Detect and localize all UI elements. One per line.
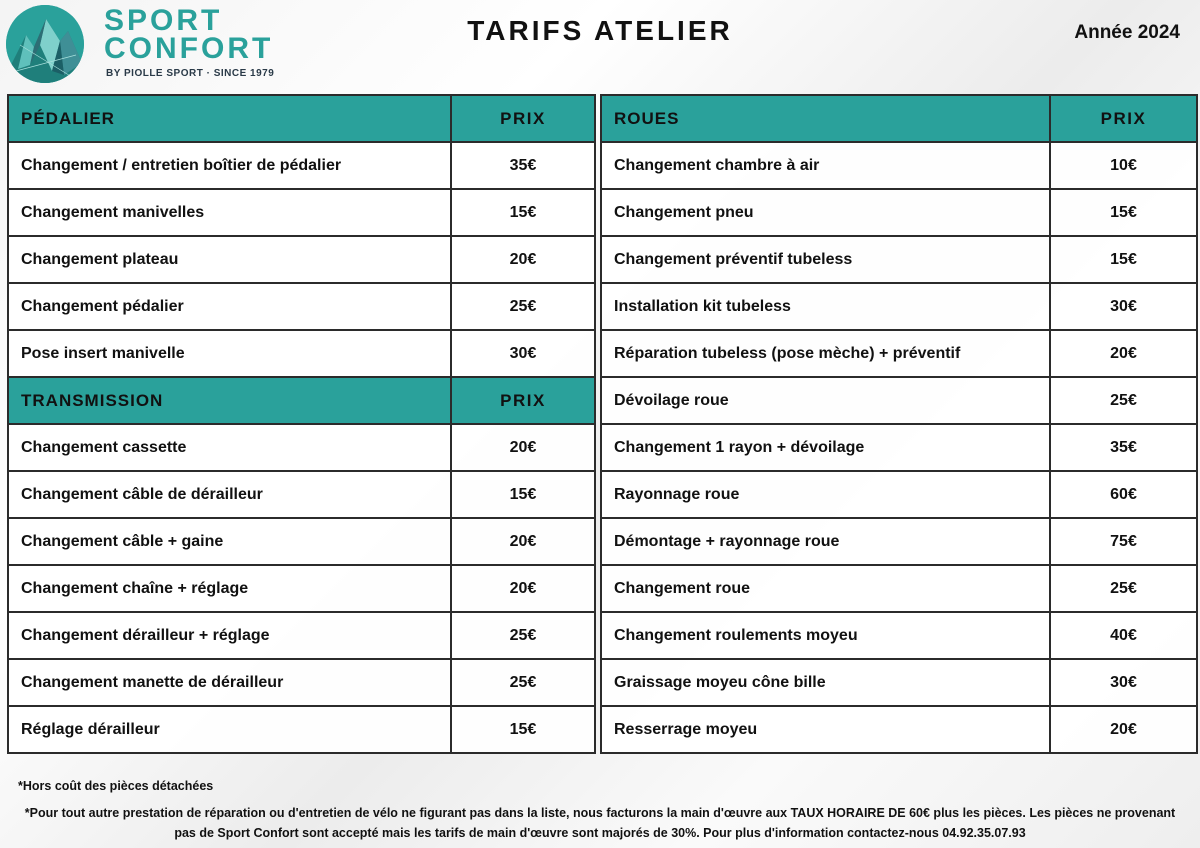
footnote-hourly-rate: *Pour tout autre prestation de réparation ou d'entretien de vélo ne figurant pas dans la liste, nous facturons la main d'œuvre aux TAUX HORAIRE DE 60€ plus les pièces. Les pièces ne provenant pas de Sport Confort sont accepté mais les tarifs de main d'œuvre sont majorés de 30%. Pour plus d'information contactez-nous 04.92.35.07.93 xyxy=(24,806,1176,840)
service-price: 30€ xyxy=(1050,283,1197,330)
service-price: 25€ xyxy=(451,283,595,330)
service-label: Changement roue xyxy=(601,565,1050,612)
service-label: Changement dérailleur + réglage xyxy=(8,612,451,659)
service-price: 10€ xyxy=(1050,142,1197,189)
table-row xyxy=(8,236,595,283)
service-label: Dévoilage roue xyxy=(601,377,1050,424)
service-label: Démontage + rayonnage roue xyxy=(601,518,1050,565)
table-row xyxy=(8,518,595,565)
service-price: 40€ xyxy=(1050,612,1197,659)
service-label: Changement cassette xyxy=(8,424,451,471)
table-row xyxy=(8,330,595,377)
table-row xyxy=(8,706,595,753)
service-label: Pose insert manivelle xyxy=(8,330,451,377)
roues-header: ROUES xyxy=(601,95,1050,142)
service-price: 25€ xyxy=(1050,377,1197,424)
service-price: 20€ xyxy=(1050,330,1197,377)
table-row xyxy=(8,471,595,518)
service-label: Changement 1 rayon + dévoilage xyxy=(601,424,1050,471)
table-row xyxy=(8,424,595,471)
service-label: Changement manivelles xyxy=(8,189,451,236)
service-label: Changement pédalier xyxy=(8,283,451,330)
service-price: 25€ xyxy=(451,659,595,706)
service-label: Changement plateau xyxy=(8,236,451,283)
service-label: Graissage moyeu cône bille xyxy=(601,659,1050,706)
service-price: 35€ xyxy=(451,142,595,189)
service-label: Changement câble de dérailleur xyxy=(8,471,451,518)
service-label: Réparation tubeless (pose mèche) + préventif xyxy=(601,330,1050,377)
service-price: 20€ xyxy=(451,518,595,565)
service-price: 15€ xyxy=(451,189,595,236)
roues-header-row xyxy=(601,95,1197,142)
service-label: Changement roulements moyeu xyxy=(601,612,1050,659)
pedalier-price-header: PRIX xyxy=(451,95,595,142)
service-label: Changement pneu xyxy=(601,189,1050,236)
service-price: 35€ xyxy=(1050,424,1197,471)
footnote-parts: *Hors coût des pièces détachées xyxy=(18,779,214,793)
table-row xyxy=(8,659,595,706)
page-header xyxy=(0,0,1200,90)
service-label: Changement préventif tubeless xyxy=(601,236,1050,283)
service-price: 30€ xyxy=(451,330,595,377)
service-price: 25€ xyxy=(1050,565,1197,612)
year-label: Année 2024 xyxy=(1074,22,1180,43)
table-row xyxy=(601,236,1197,283)
service-label: Resserrage moyeu xyxy=(601,706,1050,753)
roues-price-header: PRIX xyxy=(1050,95,1197,142)
page-title: TARIFS ATELIER xyxy=(467,15,733,46)
left-price-table xyxy=(7,94,596,754)
table-row xyxy=(601,424,1197,471)
transmission-price-header: PRIX xyxy=(451,377,595,424)
table-row xyxy=(601,659,1197,706)
brand-name-line2: CONFORT xyxy=(104,32,274,65)
service-price: 15€ xyxy=(1050,189,1197,236)
table-row xyxy=(601,471,1197,518)
transmission-header: TRANSMISSION xyxy=(8,377,451,424)
table-row xyxy=(601,330,1197,377)
footnotes xyxy=(18,776,1182,843)
service-price: 20€ xyxy=(451,424,595,471)
service-label: Changement chaîne + réglage xyxy=(8,565,451,612)
table-row xyxy=(601,518,1197,565)
table-row xyxy=(601,706,1197,753)
pedalier-header: PÉDALIER xyxy=(8,95,451,142)
table-row xyxy=(601,565,1197,612)
service-label: Changement manette de dérailleur xyxy=(8,659,451,706)
service-price: 20€ xyxy=(451,236,595,283)
brand-tagline: BY PIOLLE SPORT · SINCE 1979 xyxy=(106,68,275,79)
service-price: 15€ xyxy=(451,471,595,518)
service-label: Changement câble + gaine xyxy=(8,518,451,565)
table-row xyxy=(601,142,1197,189)
table-row xyxy=(8,189,595,236)
transmission-header-row xyxy=(8,377,595,424)
service-label: Installation kit tubeless xyxy=(601,283,1050,330)
service-label: Changement / entretien boîtier de pédalier xyxy=(8,142,451,189)
service-price: 15€ xyxy=(1050,236,1197,283)
service-price: 15€ xyxy=(451,706,595,753)
service-label: Réglage dérailleur xyxy=(8,706,451,753)
service-price: 75€ xyxy=(1050,518,1197,565)
service-price: 20€ xyxy=(1050,706,1197,753)
table-row xyxy=(601,283,1197,330)
table-row xyxy=(8,565,595,612)
service-label: Rayonnage roue xyxy=(601,471,1050,518)
table-row xyxy=(601,377,1197,424)
table-row xyxy=(8,283,595,330)
table-row xyxy=(601,612,1197,659)
table-row xyxy=(8,612,595,659)
table-row xyxy=(601,189,1197,236)
brand-name-line1: SPORT xyxy=(104,4,223,37)
pedalier-header-row xyxy=(8,95,595,142)
service-price: 20€ xyxy=(451,565,595,612)
service-price: 25€ xyxy=(451,612,595,659)
service-price: 60€ xyxy=(1050,471,1197,518)
service-label: Changement chambre à air xyxy=(601,142,1050,189)
right-price-table xyxy=(600,94,1198,754)
service-price: 30€ xyxy=(1050,659,1197,706)
table-row xyxy=(8,142,595,189)
